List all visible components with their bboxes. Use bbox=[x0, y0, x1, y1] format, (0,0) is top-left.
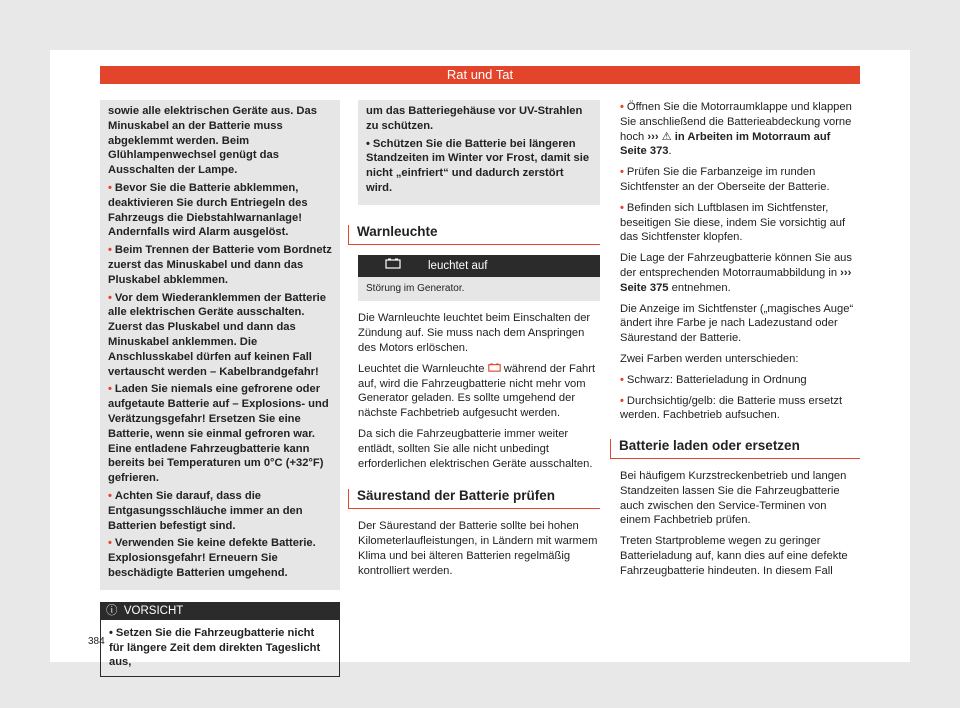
caution-continued: um das Batteriegehäuse vor UV-Strahlen zu schützen. bbox=[366, 105, 583, 132]
paragraph: Zwei Farben werden unterschieden: bbox=[620, 352, 799, 365]
paragraph: Treten Startprobleme wegen zu geringer Batterieladung auf, kann dies auf eine defekte Fahrzeugbatterie hindeuten. In diesem Fall bbox=[620, 535, 848, 577]
bullet-icon: • bbox=[620, 201, 624, 214]
caution-label: VORSICHT bbox=[123, 604, 184, 617]
caution-box-continued bbox=[358, 100, 600, 205]
battery-icon bbox=[488, 363, 501, 375]
warning-item: Laden Sie niemals eine gefrorene oder aufgetaute Batterie auf – Explosions- und Verätzungsgefahr! Ersetzen Sie eine Batterie, wenn sie einmal gefroren war. Eine entladene Fahrzeugbatterie kann bereits bei Temperaturen um 0°C (+32°F) gefrieren. bbox=[108, 383, 329, 485]
bullet-icon: • bbox=[620, 101, 624, 113]
cross-reference-link[interactable]: ››› Seite 375 bbox=[620, 266, 852, 294]
bullet-icon: • bbox=[366, 137, 370, 150]
warning-intro: sowie alle elektrischen Geräte aus. Das Minuskabel an der Batterie muss abgeklemmt werden. Beim Glühlampenwechsel genügt das Ausschalten der Lampe. bbox=[108, 105, 317, 177]
heading-batterie-laden: Batterie laden oder ersetzen bbox=[610, 439, 860, 459]
bullet-icon: • bbox=[108, 291, 112, 304]
column-3: • Öffnen Sie die Motorraumklappe und klappen Sie anschließend die Batterieabdeckung vorne hoch ››› ⚠ in Arbeiten im Motorraum auf Seite 373. • Prüfen Sie die Farbanzeige im runden Sichtfenster an der Oberseite der Batterie. • Befinden sich Luftblasen im Sichtfenster, beseitigen Sie diese, indem Sie vorsichtig auf das Sichtfenster klopfen. Die Lage der Fahrzeugbatterie können Sie aus der entsprechenden Motorraumabbildung in ››› Seite 375 entnehmen. Die Anzeige im Sichtfenster („magisches Auge“ ändert ihre Farbe je nach Ladezustand oder Säurestand der Batterie. Zwei Farben werden unterschieden: • Schwarz: Batterieladung in Ordnung • Durchsichtig/gelb: die Batterie muss ersetzt werden. Fachbetrieb aufsuchen. Batterie laden oder ersetzen Bei häufigem Kurzstreckenbetrieb und langen Standzeiten lassen Sie die Fahrzeugbatterie auch zwischen den Service-Terminen von einem Fachbetrieb prüfen. Treten Startprobleme wegen zu geringer Batterieladung auf, kann dies auf eine defekte Fahrzeugbatterie hindeuten. In diesem Fall bbox=[620, 100, 860, 585]
caution-item: Schützen Sie die Batterie bei längeren Standzeiten im Winter vor Frost, damit sie nicht „einfriert“ und dadurch zerstört wird. bbox=[366, 137, 590, 194]
battery-icon bbox=[358, 255, 428, 277]
column-1 bbox=[100, 100, 340, 677]
paragraph: Da sich die Fahrzeugbatterie immer weiter entlädt, sollten Sie alle nicht unbedingt erforderlichen elektrischen Geräte ausschalten. bbox=[358, 427, 593, 470]
warning-item: Beim Trennen der Batterie vom Bordnetz zuerst das Minuskabel und dann das Pluskabel abklemmen. bbox=[108, 244, 332, 286]
warning-item: Vor dem Wiederanklemmen der Batterie alle elektrischen Geräte ausschalten. Zuerst das Pluskabel und dann das Minuskabel anklemmen. Die Anschlusskabel dürfen auf keinen Fall vertauscht werden – Kabelbrandgefahr! bbox=[108, 291, 327, 378]
paragraph: Bei häufigem Kurzstreckenbetrieb und langen Standzeiten lassen Sie die Fahrzeugbatterie auch zwischen den Service-Terminen von einem Fachbetrieb prüfen. bbox=[620, 469, 847, 527]
caution-text: Setzen Sie die Fahrzeugbatterie nicht für längere Zeit dem direkten Tageslicht aus, bbox=[109, 626, 321, 669]
lamp-label: leuchtet auf bbox=[428, 259, 488, 272]
bullet-icon: • bbox=[108, 181, 112, 194]
caution-body bbox=[100, 620, 340, 677]
section-header: Rat und Tat bbox=[100, 66, 860, 84]
caution-icon: ⓘ bbox=[106, 604, 118, 617]
paragraph: Die Anzeige im Sichtfenster („magisches Auge“ ändert ihre Farbe je nach Ladezustand oder Säurestand der Batterie. bbox=[620, 302, 854, 345]
bullet-icon: • bbox=[109, 626, 113, 639]
paragraph: Die Warnleuchte leuchtet beim Einschalten der Zündung auf. Sie muss nach dem Anspringen des Motors erlöschen. bbox=[358, 312, 591, 354]
lamp-description: Störung im Generator. bbox=[358, 277, 600, 302]
warning-item: Verwenden Sie keine defekte Batterie. Explosionsgefahr! Erneuern Sie beschädigte Batterien umgehend. bbox=[108, 537, 316, 579]
warning-item: Bevor Sie die Batterie abklemmen, deaktivieren Sie durch Entriegeln des Fahrzeugs die Diebstahlwarnanlage! Andernfalls wird Alarm ausgelöst. bbox=[108, 181, 308, 239]
bullet-icon: • bbox=[108, 489, 112, 502]
bullet-icon: • bbox=[108, 244, 112, 257]
warning-lamp-bar bbox=[358, 255, 600, 277]
caution-header bbox=[100, 602, 340, 620]
cross-reference-link[interactable]: ››› ⚠ in Arbeiten im Motorraum auf Seite 373 bbox=[620, 130, 831, 158]
bullet-icon: • bbox=[620, 166, 624, 179]
bullet-icon: • bbox=[620, 373, 624, 386]
bullet-icon: • bbox=[108, 383, 112, 396]
warning-box-continued bbox=[100, 100, 340, 590]
bullet-icon: • bbox=[108, 537, 112, 550]
heading-saeurestand: Säurestand der Batterie prüfen bbox=[348, 489, 600, 509]
column-2: um das Batteriegehäuse vor UV-Strahlen zu schützen. • Schützen Sie die Batterie bei längeren Standzeiten im Winter vor Frost, damit sie nicht „einfriert“ und dadurch zerstört wird. Warnleuchte leuchtet auf Störung im Generator. Die Warnleuchte leuchtet beim Einschalten der Zündung auf. Sie muss nach dem Anspringen des Motors erlöschen. Leuchtet die Warnleuchte während der Fahrt auf, wird die Fahrzeugbatterie nicht mehr vom Generator geladen. Es sollte umgehend der nächste Fachbetrieb aufgesucht werden. Da sich die Fahrzeugbatterie immer weiter entlädt, sollten Sie alle nicht unbedingt erforderlichen elektrischen Geräte ausschalten. Säurestand der Batterie prüfen Der Säurestand der Batterie sollte bei hohen Kilometerlaufleistungen, in Ländern mit warmem Klima und bei älteren Batterien regelmäßig kontrolliert werden. bbox=[358, 100, 600, 584]
heading-warnleuchte: Warnleuchte bbox=[348, 225, 600, 245]
page-number: 384 bbox=[88, 636, 105, 647]
warning-item: Achten Sie darauf, dass die Entgasungsschläuche immer an den Batterien befestigt sind. bbox=[108, 489, 303, 532]
paragraph: Der Säurestand der Batterie sollte bei hohen Kilometerlaufleistungen, in Ländern mit warmem Klima und bei älteren Batterien regelmäßig kontrolliert werden. bbox=[358, 520, 598, 577]
bullet-icon: • bbox=[620, 394, 624, 407]
